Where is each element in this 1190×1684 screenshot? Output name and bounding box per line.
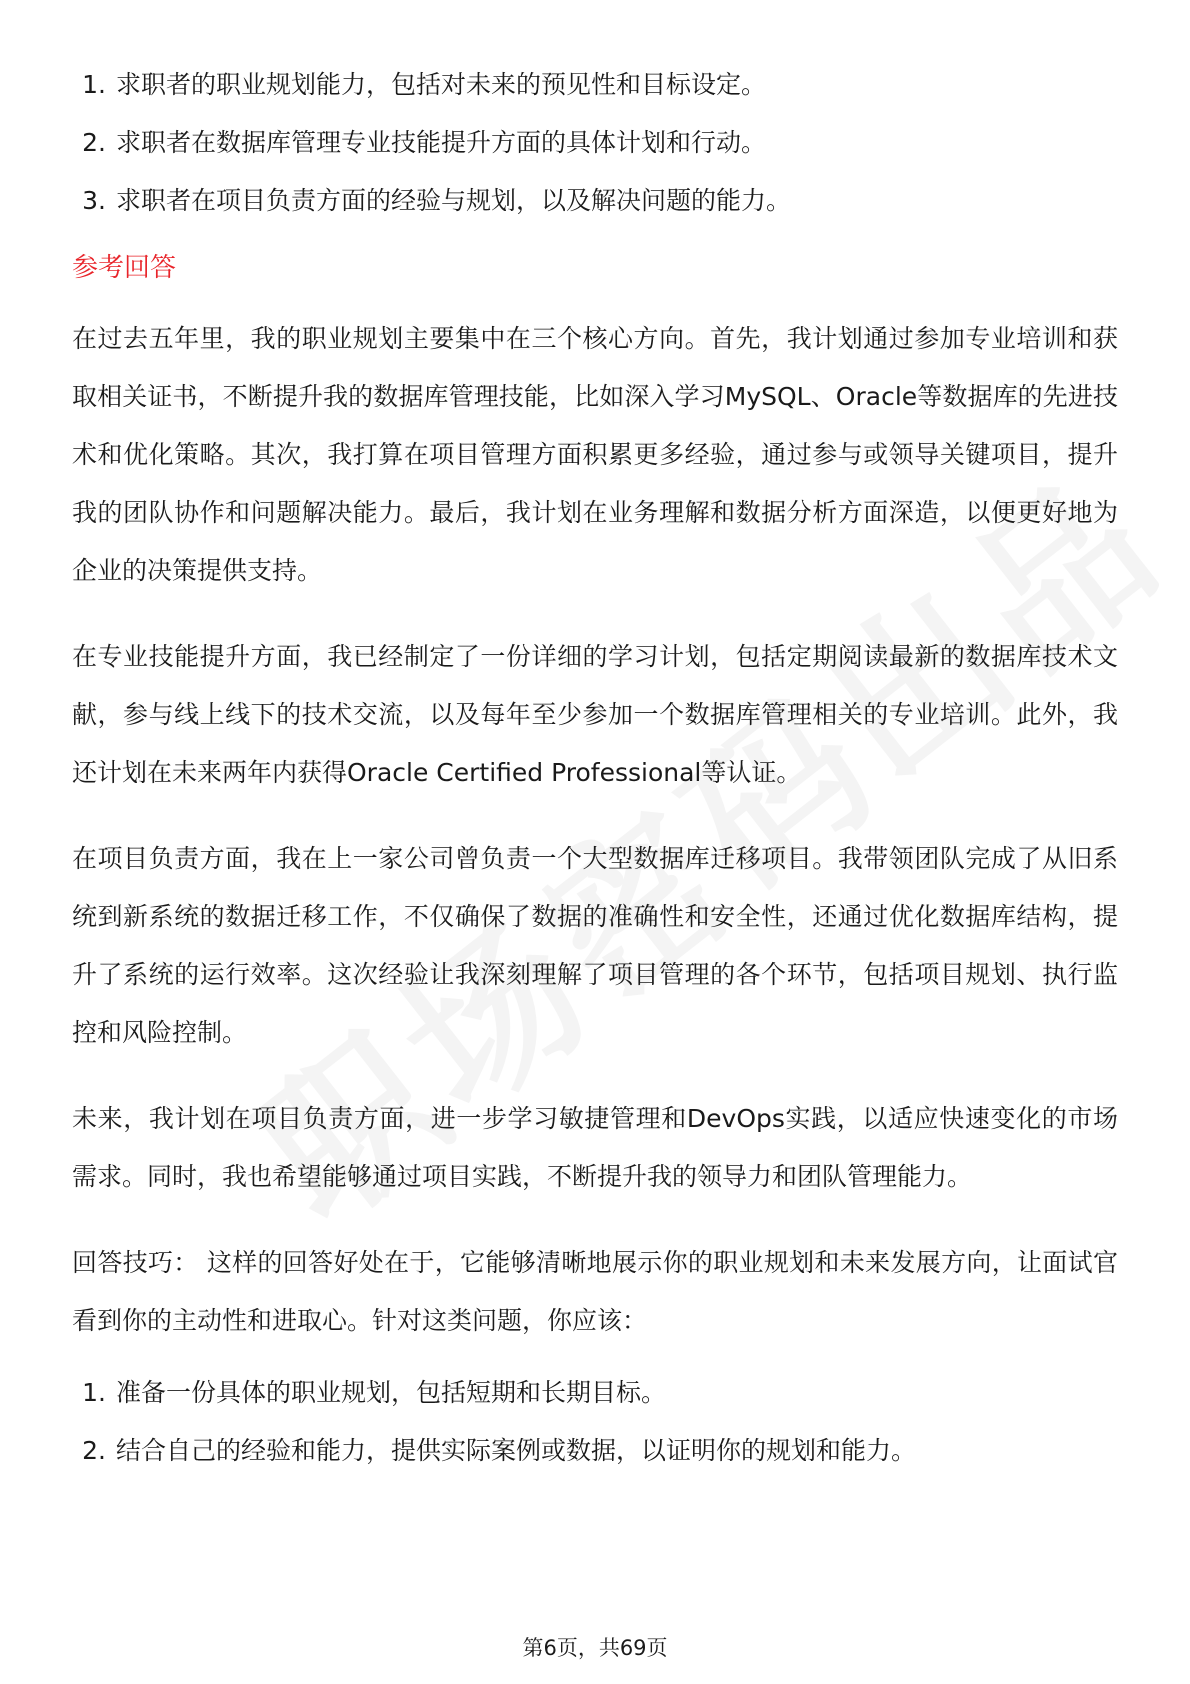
list-item [72, 172, 1118, 230]
answer-paragraph: 在过去五年里，我的职业规划主要集中在三个核心方向。首先，我计划通过参加专业培训和获取相关证书，不断提升我的数据库管理技能，比如深入学习MySQL、Oracle等数据库的先进技术和优化策略。其次，我打算在项目管理方面积累更多经验，通过参与或领导关键项目，提升我的团队协作和问题解决能力。最后，我计划在业务理解和数据分析方面深造，以便更好地为企业的决策提供支持。 [72, 324, 1118, 585]
list-item [72, 56, 1118, 114]
page-footer: 第6页，共69页 [522, 1636, 668, 1660]
page-content [72, 56, 1118, 1480]
list-text: 准备一份具体的职业规划，包括短期和长期目标。 [116, 1378, 667, 1407]
answer-paragraph: 未来，我计划在项目负责方面，进一步学习敏捷管理和DevOps实践，以适应快速变化的市场需求。同时，我也希望能够通过项目实践，不断提升我的领导力和团队管理能力。 [72, 1104, 1118, 1191]
list-item [72, 114, 1118, 172]
list-number: 1. [82, 70, 106, 99]
list-number: 1. [82, 1378, 106, 1407]
answer-tips: 回答技巧： 这样的回答好处在于，它能够清晰地展示你的职业规划和未来发展方向，让面试官看到你的主动性和进取心。针对这类问题，你应该： [72, 1248, 1118, 1335]
answer-paragraph: 在项目负责方面，我在上一家公司曾负责一个大型数据库迁移项目。我带领团队完成了从旧系统到新系统的数据迁移工作，不仅确保了数据的准确性和安全性，还通过优化数据库结构，提升了系统的运行效率。这次经验让我深刻理解了项目管理的各个环节，包括项目规划、执行监控和风险控制。 [72, 844, 1118, 1047]
list-text: 求职者在数据库管理专业技能提升方面的具体计划和行动。 [116, 128, 767, 157]
list-number: 3. [82, 186, 106, 215]
list-text: 结合自己的经验和能力，提供实际案例或数据，以证明你的规划和能力。 [116, 1436, 917, 1465]
section-heading: 参考回答 [72, 253, 177, 283]
list-text: 求职者在项目负责方面的经验与规划，以及解决问题的能力。 [116, 186, 792, 215]
list-number: 2. [82, 128, 106, 157]
list-item [72, 1422, 1118, 1480]
list-number: 2. [82, 1436, 106, 1465]
list-item [72, 1364, 1118, 1422]
list-text: 求职者的职业规划能力，包括对未来的预见性和目标设定。 [116, 70, 767, 99]
criteria-list [72, 56, 1118, 230]
tips-list [72, 1364, 1118, 1480]
answer-paragraph: 在专业技能提升方面，我已经制定了一份详细的学习计划，包括定期阅读最新的数据库技术文献，参与线上线下的技术交流，以及每年至少参加一个数据库管理相关的专业培训。此外，我还计划在未来两年内获得Oracle Certified Professional等认证。 [72, 642, 1118, 787]
